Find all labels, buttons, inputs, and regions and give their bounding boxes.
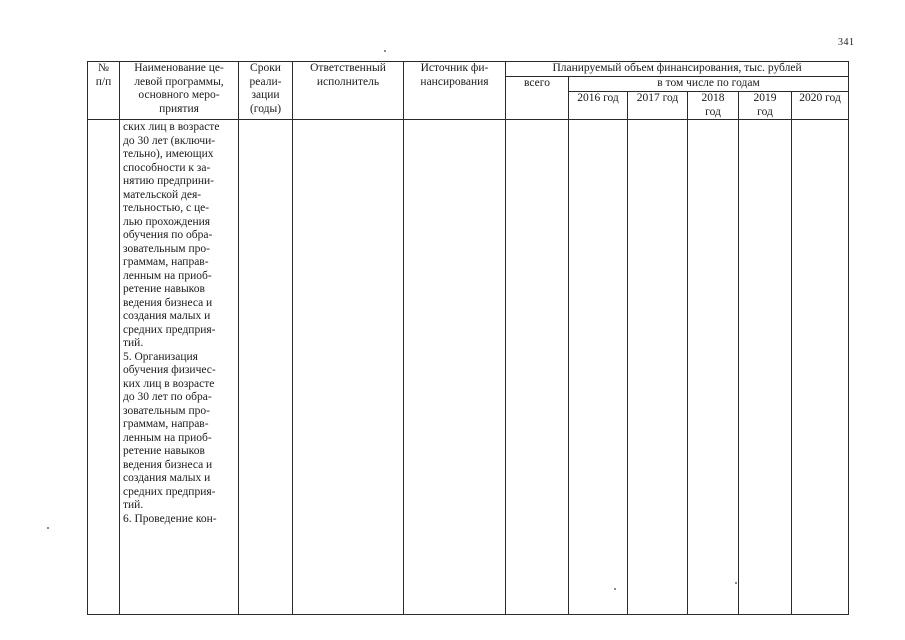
- cell-source: [404, 120, 506, 615]
- header-year-2016: 2016 год: [569, 92, 628, 120]
- header-planned-funding: Планируемый объем финансирования, тыс. рублей: [506, 62, 849, 77]
- header-terms: Сроки реали- зации (годы): [239, 62, 293, 120]
- scan-speck: [47, 527, 49, 529]
- scan-speck: [735, 582, 737, 584]
- header-num: № п/п: [88, 62, 120, 120]
- cell-year-2016: [569, 120, 628, 615]
- cell-year-2018: [688, 120, 739, 615]
- cell-year-2020: [792, 120, 849, 615]
- cell-year-2019: [739, 120, 792, 615]
- scan-speck: [614, 588, 616, 590]
- header-program-name: Наименование це- левой программы, основного меро- приятия: [120, 62, 239, 120]
- scan-speck: [384, 50, 386, 52]
- page-number: 341: [838, 37, 855, 48]
- table-row: [88, 120, 849, 615]
- header-executor: Ответственный исполнитель: [293, 62, 404, 120]
- header-year-2017: 2017 год: [628, 92, 688, 120]
- cell-executor: [293, 120, 404, 615]
- header-year-2019: 2019 год: [739, 92, 792, 120]
- header-total: всего: [506, 77, 569, 120]
- cell-num: [88, 120, 120, 615]
- header-year-2018: 2018 год: [688, 92, 739, 120]
- header-source: Источник фи- нансирования: [404, 62, 506, 120]
- cell-total: [506, 120, 569, 615]
- cell-year-2017: [628, 120, 688, 615]
- header-year-2020: 2020 год: [792, 92, 849, 120]
- cell-terms: [239, 120, 293, 615]
- funding-table: [87, 61, 849, 615]
- cell-program-name: ских лиц в возрасте до 30 лет (включи- тельно), имеющих способности к за- нятию предприни- мательской дея- тельностью, с це- лью прохождения обучения по обра- зовательным про- граммам, направ- ленным на приоб- ретение навыков ведения бизнеса и создания малых и средних предприя- тий. 5. Организация обучения физичес- ких лиц в возрасте до 30 лет по обра- зовательным про- граммам, направ- ленным на приоб- ретение навыков ведения бизнеса и создания малых и средних предприя- тий. 6. Проведение кон-: [120, 120, 239, 615]
- header-by-years: в том числе по годам: [569, 77, 849, 92]
